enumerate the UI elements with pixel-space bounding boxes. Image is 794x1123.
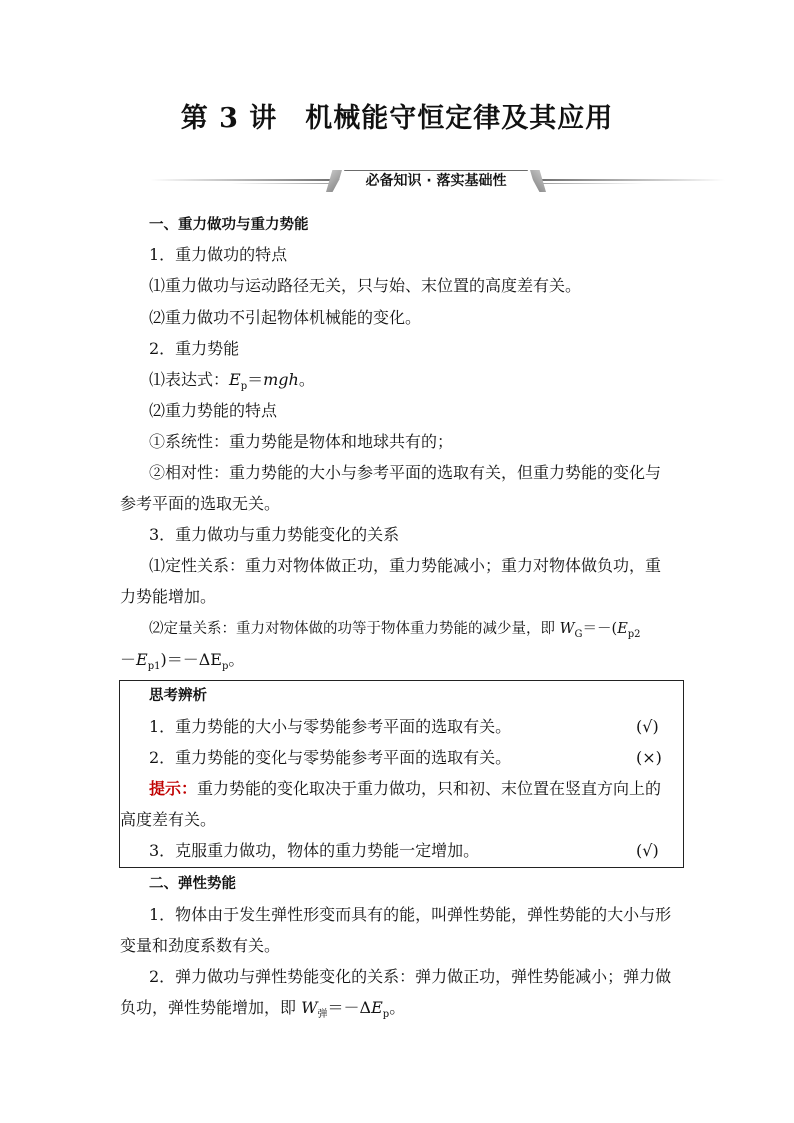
- banner-line-left: [150, 179, 340, 181]
- section-banner: [150, 170, 725, 196]
- formula-subscript: p: [240, 381, 248, 393]
- banner-label: 必备知识 · 落实基础性: [365, 173, 507, 189]
- paragraph: 1．物体由于发生弹性形变而具有的能，叫弹性势能，弹性势能的大小与形: [149, 905, 672, 924]
- formula-subscript: p2: [627, 628, 641, 640]
- paragraph: ⑴重力做功与运动路径无关，只与始、末位置的高度差有关。: [149, 276, 582, 295]
- formula-subscript: p1: [147, 661, 161, 673]
- formula-subscript: 弹: [317, 1009, 328, 1021]
- paragraph-text: 负功，弹性势能增加，即: [120, 998, 302, 1017]
- box-title: 思考辨析: [149, 688, 207, 704]
- page-title: 第 3 讲 机械能守恒定律及其应用: [180, 103, 614, 134]
- paragraph: 参考平面的选取无关。: [120, 494, 281, 513]
- formula-subscript: p: [221, 661, 229, 673]
- paragraph: ⑵重力做功不引起物体机械能的变化。: [149, 308, 422, 327]
- hint-text: 重力势能的变化取决于重力做功，只和初、末位置在竖直方向上的: [197, 779, 662, 798]
- formula-symbol: E: [371, 998, 383, 1017]
- formula-line: [120, 650, 244, 677]
- subheading-potential-energy: 2．重力势能: [149, 339, 240, 358]
- question-item: 2．重力势能的变化与零势能参考平面的选取有关。: [149, 748, 512, 767]
- formula-symbol: E: [136, 650, 148, 669]
- answer-mark: (×): [636, 748, 662, 767]
- section-heading-elastic: 二、弹性势能: [149, 876, 236, 892]
- question-item: 1．重力势能的大小与零势能参考平面的选取有关。: [149, 717, 512, 736]
- formula-line: [149, 370, 315, 397]
- formula-expression: ＝－Δ: [327, 998, 372, 1017]
- formula-symbol: W: [559, 621, 575, 637]
- paragraph: 力势能增加。: [120, 587, 217, 606]
- paragraph: ①系统性：重力势能是物体和地球共有的；: [149, 432, 454, 451]
- answer-mark: (√): [636, 841, 659, 860]
- hint-label: 提示：: [149, 779, 198, 798]
- formula-line: [120, 998, 405, 1025]
- formula-expression: )＝－ΔE: [160, 650, 222, 669]
- formula-minus: －: [120, 650, 137, 669]
- section-heading-gravity: 一、重力做功与重力势能: [149, 217, 309, 233]
- banner-line-right: [535, 179, 725, 181]
- formula-subscript: p: [382, 1009, 390, 1021]
- banner-line-left-thin: [230, 183, 340, 184]
- formula-equals: ＝－(: [582, 621, 618, 637]
- formula-period: 。: [389, 998, 406, 1017]
- formula-period: 。: [228, 650, 245, 669]
- banner-line-right-thin: [535, 183, 645, 184]
- paragraph: 2．弹力做功与弹性势能变化的关系：弹力做正功，弹性势能减小；弹力做: [149, 967, 672, 986]
- answer-mark: (√): [636, 717, 659, 736]
- thinking-box: [119, 680, 684, 868]
- paragraph: ⑵重力势能的特点: [149, 401, 278, 420]
- formula-expression: mgh: [263, 370, 299, 389]
- subheading-work-energy-relation: 3．重力做功与重力势能变化的关系: [149, 525, 400, 544]
- formula-label: ⑴表达式：: [149, 370, 230, 389]
- question-item: 3．克服重力做功，物体的重力势能一定增加。: [149, 841, 480, 860]
- formula-line: [149, 619, 641, 645]
- paragraph-text: ⑵定量关系：重力对物体做的功等于物体重力势能的减少量，即: [149, 621, 560, 637]
- formula-period: 。: [298, 370, 315, 389]
- paragraph: ②相对性：重力势能的大小与参考平面的选取有关，但重力势能的变化与: [149, 463, 662, 482]
- paragraph: ⑴定性关系：重力对物体做正功，重力势能减小；重力对物体做负功，重: [149, 556, 662, 575]
- formula-symbol: E: [229, 370, 241, 389]
- paragraph: 变量和劲度系数有关。: [120, 936, 281, 955]
- subheading-work-features: 1．重力做功的特点: [149, 245, 288, 264]
- formula-symbol: W: [301, 998, 318, 1017]
- formula-subscript: G: [574, 628, 583, 640]
- hint-text: 高度差有关。: [120, 810, 217, 829]
- formula-symbol: E: [617, 621, 628, 637]
- formula-equals: ＝: [247, 370, 264, 389]
- hint-line: [149, 779, 661, 799]
